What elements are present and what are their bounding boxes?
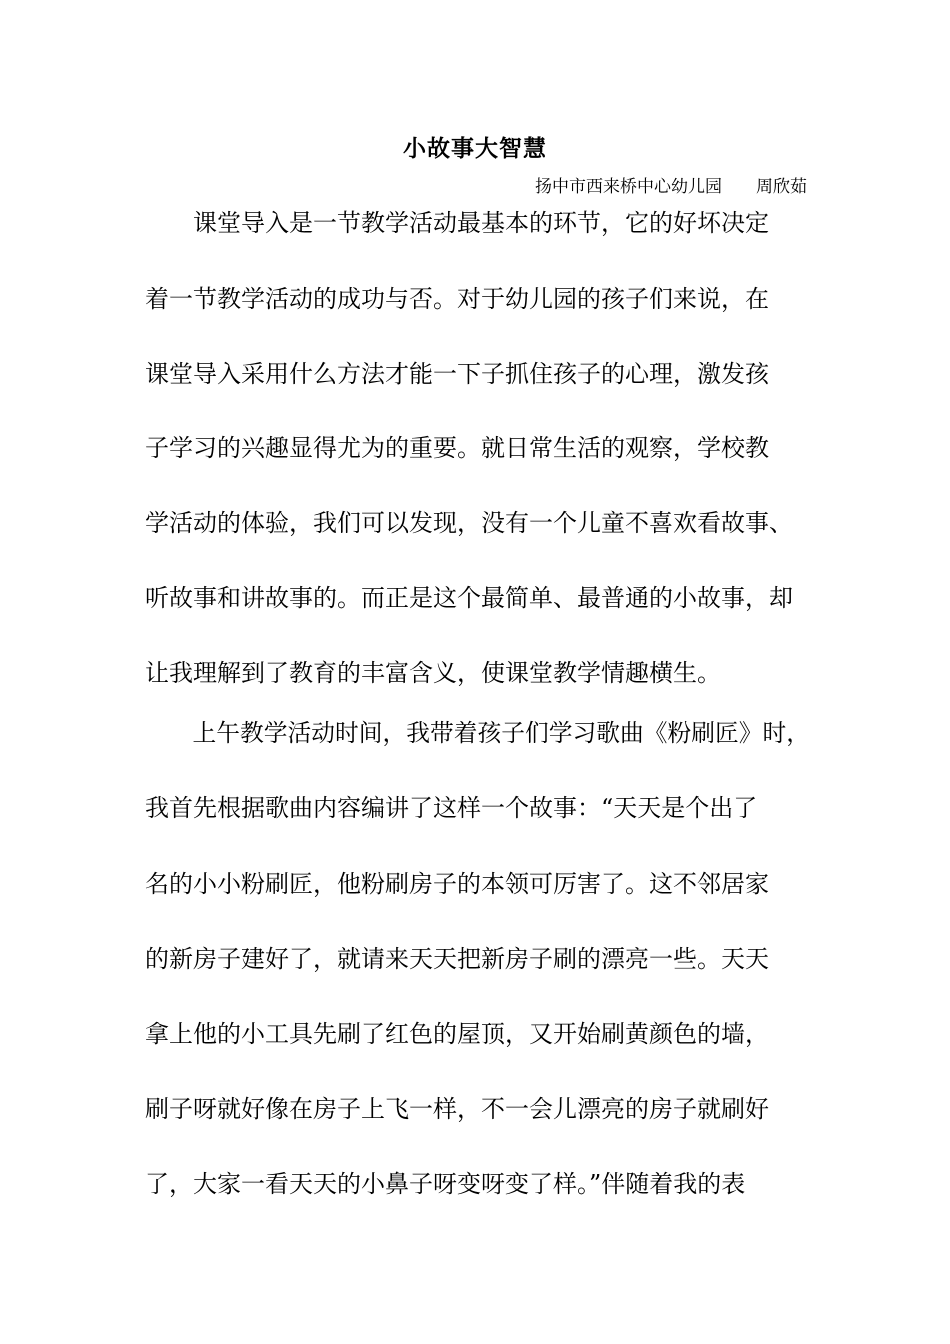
text-line: 让我理解到了教育的丰富含义，使课堂教学情趣横生。 — [145, 659, 721, 687]
document-title: 小故事大智慧 — [403, 135, 547, 162]
text-line: 听故事和讲故事的。而正是这个最简单、最普通的小故事，却 — [145, 584, 793, 612]
text-line: 名的小小粉刷匠，他粉刷房子的本领可厉害了。这不邻居家 — [145, 870, 769, 898]
text-line: 课堂导入是一节教学活动最基本的环节，它的好坏决定 — [145, 209, 769, 237]
author-line: 扬中市西来桥中心幼儿园 周欣茹 — [535, 177, 807, 197]
text-line: 子学习的兴趣显得尤为的重要。就日常生活的观察，学校教 — [145, 434, 769, 462]
text-line: 我首先根据歌曲内容编讲了这样一个故事：“天天是个出了 — [145, 794, 758, 822]
text-line: 的新房子建好了，就请来天天把新房子刷的漂亮一些。天天 — [145, 945, 769, 973]
text-line: 了，大家一看天天的小鼻子呀变呀变了样。”伴随着我的表 — [145, 1170, 746, 1198]
text-line: 刷子呀就好像在房子上飞一样，不一会儿漂亮的房子就刷好 — [145, 1095, 769, 1123]
text-line: 上午教学活动时间，我带着孩子们学习歌曲《粉刷匠》时， — [145, 719, 810, 747]
text-line: 课堂导入采用什么方法才能一下子抓住孩子的心理，激发孩 — [145, 360, 769, 388]
text-line: 学活动的体验，我们可以发现，没有一个儿童不喜欢看故事、 — [145, 509, 793, 537]
text-line: 拿上他的小工具先刷了红色的屋顶，又开始刷黄颜色的墙， — [145, 1020, 769, 1048]
text-line: 着一节教学活动的成功与否。对于幼儿园的孩子们来说，在 — [145, 285, 769, 313]
